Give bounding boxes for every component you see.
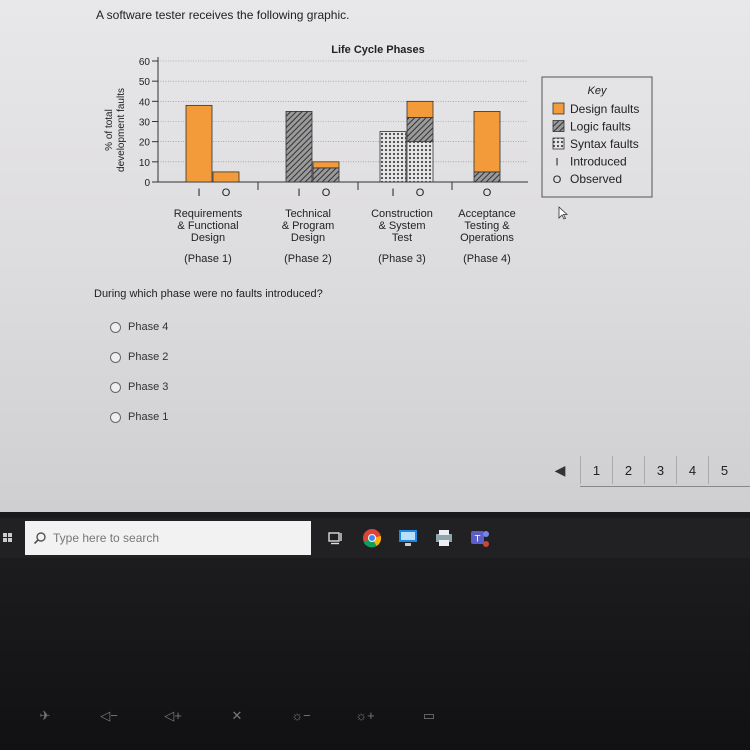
category-label: & Functional xyxy=(177,220,239,232)
category-label: Acceptance xyxy=(458,208,516,220)
life-cycle-chart xyxy=(0,0,750,290)
legend-label: Logic faults xyxy=(570,119,631,134)
introduced-observed-mark: O xyxy=(482,187,492,199)
bar-logic-phase-4 xyxy=(474,172,500,182)
category-label: Testing & xyxy=(464,220,510,232)
legend-label: Syntax faults xyxy=(570,137,639,151)
remote-desktop-icon[interactable] xyxy=(397,527,419,549)
mic-mute-key-icon: ✕ xyxy=(231,708,243,723)
search-icon xyxy=(33,531,47,545)
category-label: Test xyxy=(391,232,413,244)
bar-logic-phase-3 xyxy=(407,117,433,141)
task-view-icon[interactable] xyxy=(325,527,347,549)
previous-page-button[interactable]: ◀ xyxy=(554,461,566,478)
introduced-observed-mark: I xyxy=(197,187,201,199)
display-key-icon: ▭ xyxy=(422,708,436,723)
chrome-icon[interactable] xyxy=(361,527,383,549)
option-label: Phase 1 xyxy=(128,411,169,423)
bar-logic-phase-2 xyxy=(313,168,339,182)
answer-options xyxy=(110,312,168,432)
pagination xyxy=(540,456,740,484)
bar-syntax-phase-3 xyxy=(407,142,433,182)
volume-down-key-icon: ◁− xyxy=(100,708,118,723)
legend-marker: I xyxy=(555,156,559,169)
legend-label: Introduced xyxy=(570,154,627,169)
bar-design-phase-2 xyxy=(313,162,339,168)
category-label: & Program xyxy=(281,220,335,232)
introduced-observed-mark: I xyxy=(297,187,301,199)
bar-design-phase-4 xyxy=(474,111,500,171)
phase-label: (Phase 4) xyxy=(463,253,511,265)
page-3-button[interactable]: 3 xyxy=(644,456,676,484)
volume-up-key-icon: ◁+ xyxy=(164,708,182,723)
y-tick-label: 0 xyxy=(144,178,150,189)
y-axis-label: development faults xyxy=(116,88,127,172)
bar-design-phase-3 xyxy=(407,101,433,117)
introduced-observed-mark: O xyxy=(415,187,425,199)
legend-label: Observed xyxy=(570,172,623,186)
introduced-observed-mark: I xyxy=(391,187,395,199)
option-label: Phase 4 xyxy=(128,321,169,333)
option-phase-2[interactable] xyxy=(110,342,168,372)
bar-design-phase-1 xyxy=(186,105,212,182)
taskbar-apps xyxy=(325,527,491,549)
legend-swatch xyxy=(553,138,564,149)
legend-swatch xyxy=(553,121,564,132)
chart-title: Life Cycle Phases xyxy=(331,44,425,56)
category-label: Technical xyxy=(285,208,331,220)
category-label: & System xyxy=(378,220,426,232)
radio-button[interactable] xyxy=(110,322,121,333)
phase-label: (Phase 2) xyxy=(284,253,332,265)
page-4-button[interactable]: 4 xyxy=(676,456,708,484)
function-keys xyxy=(30,700,750,750)
pagination-underline xyxy=(580,486,750,487)
teams-icon[interactable] xyxy=(469,527,491,549)
y-axis-label: % of total xyxy=(104,109,115,151)
mouse-cursor-icon xyxy=(558,206,568,220)
phase-label: (Phase 3) xyxy=(378,253,426,265)
option-phase-3[interactable] xyxy=(110,372,168,402)
category-label: Design xyxy=(290,232,326,244)
option-label: Phase 2 xyxy=(128,351,169,363)
legend-label: Design faults xyxy=(570,102,640,116)
bar-design-phase-1 xyxy=(213,172,239,182)
category-label: Operations xyxy=(460,232,514,244)
mute-key-icon: ✈ xyxy=(39,708,51,723)
option-phase-4[interactable] xyxy=(110,312,168,342)
taskbar xyxy=(0,518,750,558)
legend-title: Key xyxy=(587,85,607,97)
introduced-observed-mark: O xyxy=(321,187,331,199)
category-label: Construction xyxy=(371,208,433,220)
page-2-button[interactable]: 2 xyxy=(612,456,644,484)
brightness-down-key-icon: ☼− xyxy=(291,708,311,723)
radio-button[interactable] xyxy=(110,382,121,393)
taskbar-search[interactable] xyxy=(25,521,311,555)
bar-syntax-phase-3 xyxy=(380,132,406,182)
svg-text:T: T xyxy=(474,534,481,545)
search-placeholder: Type here to search xyxy=(53,531,160,545)
y-tick-label: 50 xyxy=(138,77,150,89)
y-tick-label: 60 xyxy=(138,57,150,68)
question-text: During which phase were no faults introduced? xyxy=(94,288,323,300)
printer-icon[interactable] xyxy=(433,527,455,549)
page-5-button[interactable]: 5 xyxy=(708,456,740,484)
y-tick-label: 10 xyxy=(138,157,150,169)
bar-logic-phase-2 xyxy=(286,111,312,182)
radio-button[interactable] xyxy=(110,412,121,423)
legend-swatch xyxy=(553,103,564,114)
category-label: Requirements xyxy=(173,208,243,220)
radio-button[interactable] xyxy=(110,352,121,363)
windows-icon[interactable] xyxy=(0,518,16,558)
y-tick-label: 40 xyxy=(138,97,150,109)
prompt-text: A software tester receives the following graphic. xyxy=(96,8,350,22)
option-phase-1[interactable] xyxy=(110,402,168,432)
option-label: Phase 3 xyxy=(128,381,169,393)
y-tick-label: 30 xyxy=(138,117,150,129)
phase-label: (Phase 1) xyxy=(184,253,232,265)
y-tick-label: 20 xyxy=(138,137,150,149)
introduced-observed-mark: O xyxy=(221,187,231,199)
category-label: Design xyxy=(190,232,226,244)
brightness-up-key-icon: ☼+ xyxy=(355,708,375,723)
page-1-button[interactable]: 1 xyxy=(580,456,612,484)
legend-marker: O xyxy=(552,174,562,186)
